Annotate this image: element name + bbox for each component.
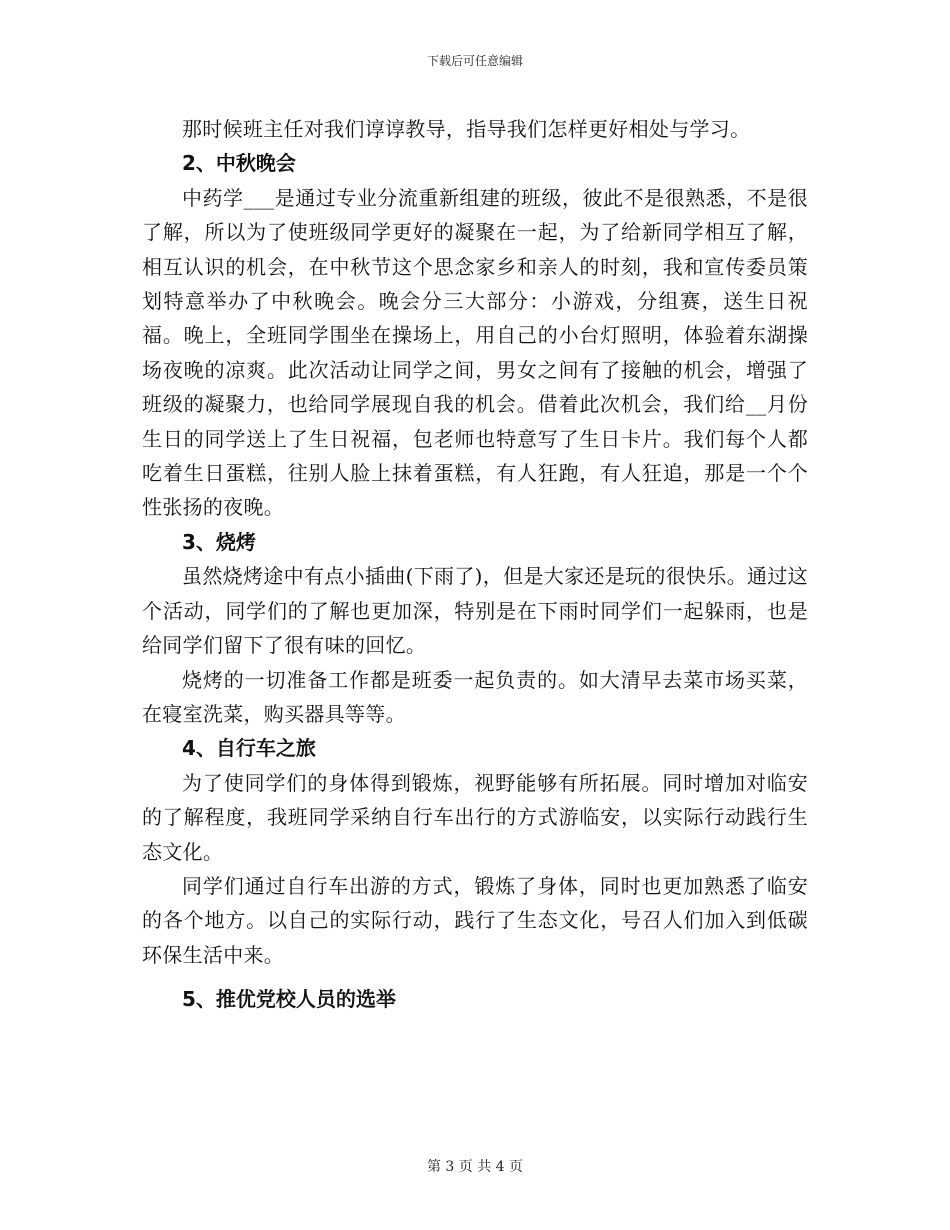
section-heading-mid-autumn: 2、中秋晚会 [182, 151, 296, 176]
paragraph-bike-trip-1: 为了使同学们的身体得到锻炼，视野能够有所拓展。同时增加对临安的了解程度，我班同学采纳自行车出行的方式游临安，以实际行动践行生态文化。 [142, 770, 808, 864]
paragraph-barbecue-2: 烧烤的一切准备工作都是班委一起负责的。如大清早去菜市场买菜，在寝室洗菜，购买器具等等。 [142, 667, 808, 726]
paragraph-bike-trip-2: 同学们通过自行车出游的方式，锻炼了身体，同时也更加熟悉了临安的各个地方。以自己的实际行动，践行了生态文化，号召人们加入到低碳环保生活中来。 [142, 873, 808, 967]
section-heading-party-school: 5、推优党校人员的选举 [182, 987, 396, 1012]
section-heading-bike-trip: 4、自行车之旅 [182, 736, 316, 761]
section-heading-barbecue: 3、烧烤 [182, 529, 256, 554]
page-footer: 第 3 页 共 4 页 [426, 1159, 524, 1175]
document-body [142, 112, 808, 1017]
paragraph-barbecue-1: 虽然烧烤途中有点小插曲(下雨了)，但是大家还是玩的很快乐。通过这个活动，同学们的了解也更加深，特别是在下雨时同学们一起躲雨，也是给同学们留下了很有味的回忆。 [142, 564, 808, 658]
page-header: 下载后可任意编辑 [426, 54, 523, 68]
paragraph-mid-autumn: 中药学___是通过专业分流重新组建的班级，彼此不是很熟悉，不是很了解，所以为了使班级同学更好的凝聚在一起，为了给新同学相互了解，相互认识的机会，在中秋节这个思念家乡和亲人的时刻，我和宣传委员策划特意举办了中秋晚会。晚会分三大部分：小游戏，分组赛，送生日祝福。晚上，全班同学围坐在操场上，用自己的小台灯照明，体验着东湖操场夜晚的凉爽。此次活动让同学之间，男女之间有了接触的机会，增强了班级的凝聚力，也给同学展现自我的机会。借着此次机会，我们给__月份生日的同学送上了生日祝福，包老师也特意写了生日卡片。我们每个人都吃着生日蛋糕，往别人脸上抹着蛋糕，有人狂跑，有人狂追，那是一个个性张扬的夜晚。 [142, 185, 808, 520]
paragraph-teacher-guidance: 那时候班主任对我们谆谆教导，指导我们怎样更好相处与学习。 [182, 117, 751, 141]
